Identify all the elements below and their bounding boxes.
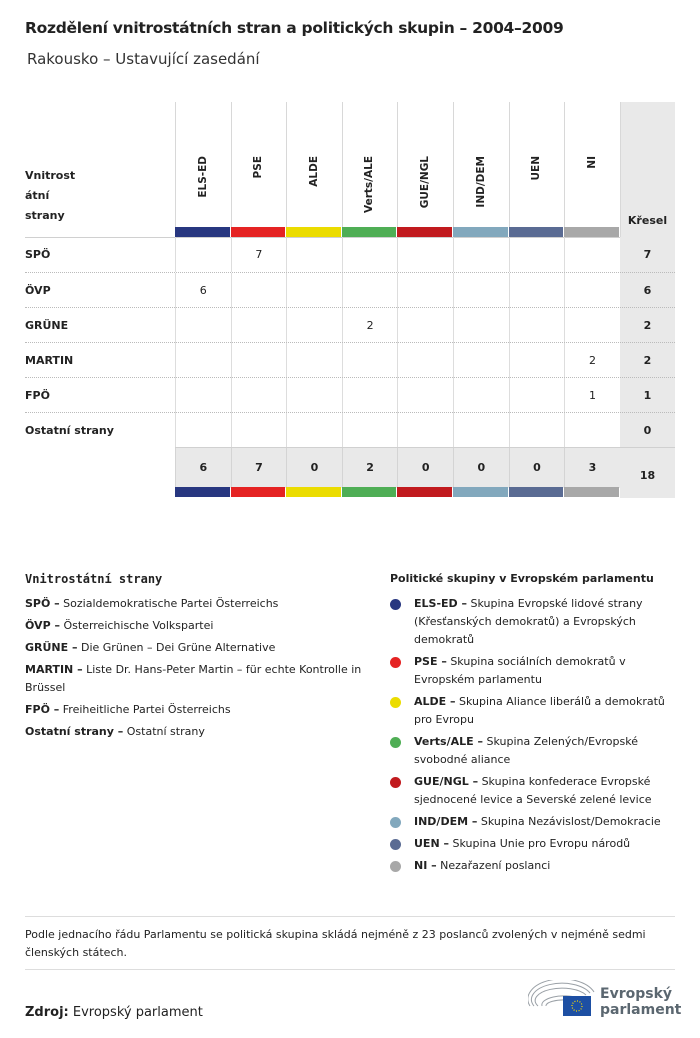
seat-cell: [453, 308, 509, 343]
party-abbr: FPÖ –: [25, 703, 60, 716]
group-color-dot-icon: [390, 817, 401, 828]
table-row: [25, 342, 675, 377]
column-divider: [620, 102, 621, 237]
group-color-dot-icon: [390, 697, 401, 708]
row-total: 2: [643, 319, 652, 332]
seat-cell: [453, 413, 509, 448]
group-header-label: Verts/ALE: [363, 156, 376, 213]
seat-cell: [342, 413, 398, 448]
source-label: Zdroj:: [25, 1005, 69, 1020]
seat-cell: 6: [175, 273, 231, 308]
group-abbr: Verts/ALE –: [414, 735, 483, 748]
groups-legend-title: Politické skupiny v Evropském parlamentu: [390, 572, 654, 585]
seat-cell: [509, 308, 565, 343]
group-header: [342, 102, 397, 227]
seat-cell: [231, 413, 287, 448]
group-full-name: Skupina Evropské lidové strany (Křesťanských demokratů) a Evropských demokratů: [414, 597, 643, 646]
party-full-name: Sozialdemokratische Partei Österreichs: [63, 597, 279, 610]
group-abbr: GUE/NGL –: [414, 775, 479, 788]
party-legend-item: [25, 639, 365, 657]
party-abbr: GRÜNE –: [25, 641, 78, 654]
group-header-label: IND/DEM: [474, 156, 487, 208]
seat-cell: [453, 237, 509, 272]
party-full-name: Ostatní strany: [126, 725, 205, 738]
groups-legend: [390, 572, 680, 879]
seat-cell: [175, 378, 231, 413]
seat-cell: [342, 237, 398, 272]
seats-header: Křesel: [627, 214, 668, 227]
group-legend-item: [390, 653, 680, 689]
row-total: 6: [643, 284, 652, 297]
group-total: 0: [286, 448, 342, 488]
seat-cell: [397, 273, 453, 308]
seat-cell: [231, 343, 287, 378]
seat-cell: [175, 237, 231, 272]
logo-text: Evropský: [600, 986, 673, 1002]
seat-cell: 2: [564, 343, 620, 378]
group-header: [175, 102, 230, 227]
group-color-dot-icon: [390, 777, 401, 788]
group-abbr: NI –: [414, 859, 437, 872]
party-legend-item: [25, 723, 365, 741]
group-full-name: Skupina Aliance liberálů a demokratů pro Evropu: [414, 695, 665, 726]
group-full-name: Skupina Unie pro Evropu národů: [452, 837, 631, 850]
group-full-name: Skupina konfederace Evropské sjednocené levice a Severské zelené levice: [414, 775, 652, 806]
grand-total: 18: [639, 469, 656, 482]
group-color-bar: [231, 227, 286, 237]
group-abbr: ALDE –: [414, 695, 456, 708]
totals-row: [175, 447, 675, 487]
group-color-dot-icon: [390, 861, 401, 872]
group-color-bar: [564, 227, 619, 237]
party-abbr: MARTIN –: [25, 663, 83, 676]
seat-cell: [453, 343, 509, 378]
party-name: FPÖ: [25, 389, 50, 402]
seat-cell: [397, 237, 453, 272]
group-legend-item: [390, 813, 680, 831]
row-total: 7: [643, 248, 652, 261]
group-total: 2: [342, 448, 398, 488]
seat-cell: [453, 378, 509, 413]
seat-cell: [286, 343, 342, 378]
group-total: 0: [509, 448, 565, 488]
group-color-dot-icon: [390, 599, 401, 610]
group-color-dot-icon: [390, 737, 401, 748]
group-header-label: PSE: [252, 156, 265, 179]
group-header-label: UEN: [530, 156, 543, 181]
group-color-bar: [175, 227, 230, 237]
seat-cell: [175, 343, 231, 378]
seat-cell: [509, 237, 565, 272]
party-abbr: Ostatní strany –: [25, 725, 124, 738]
seat-cell: [397, 378, 453, 413]
party-name: GRÜNE: [25, 319, 69, 332]
party-abbr: ÖVP –: [25, 619, 60, 632]
seat-cell: [509, 413, 565, 448]
group-total: 3: [564, 448, 620, 488]
group-color-bar: [453, 227, 508, 237]
divider: [25, 969, 675, 970]
table-row: [25, 377, 675, 412]
row-total: 0: [643, 424, 652, 437]
seat-cell: [231, 378, 287, 413]
seat-cell: [509, 343, 565, 378]
group-header: [286, 102, 341, 227]
group-abbr: ELS-ED –: [414, 597, 467, 610]
party-name: MARTIN: [25, 354, 74, 367]
group-abbr: PSE –: [414, 655, 447, 668]
party-legend-item: [25, 661, 365, 697]
seat-cell: [231, 308, 287, 343]
group-color-bar: [509, 227, 564, 237]
row-header: [25, 166, 75, 226]
logo-text: parlament: [600, 1002, 682, 1018]
party-name: ÖVP: [25, 284, 51, 297]
group-abbr: IND/DEM –: [414, 815, 478, 828]
group-total: 0: [453, 448, 509, 488]
party-full-name: Liste Dr. Hans-Peter Martin – für echte Kontrolle in Brüssel: [25, 663, 362, 694]
party-full-name: Die Grünen – Dei Grüne Alternative: [80, 641, 276, 654]
table-row: [25, 412, 675, 447]
ep-logo: [528, 980, 682, 1020]
party-legend-item: [25, 617, 365, 635]
seat-cell: [231, 273, 287, 308]
footnote: Podle jednacího řádu Parlamentu se politická skupina skládá nejméně z 23 poslanců zvolených v nejméně sedmi členských státech.: [25, 928, 646, 959]
group-abbr: UEN –: [414, 837, 449, 850]
table-row: [25, 307, 675, 342]
group-color-dot-icon: [390, 839, 401, 850]
seat-cell: [564, 237, 620, 272]
group-header-label: ELS-ED: [196, 156, 209, 198]
row-total: 1: [643, 389, 652, 402]
seat-cell: [509, 273, 565, 308]
row-header-line: átní: [25, 189, 50, 202]
group-color-bar: [342, 227, 397, 237]
group-legend-item: [390, 835, 680, 853]
group-header: [231, 102, 286, 227]
group-legend-item: [390, 773, 680, 809]
seat-cell: [564, 413, 620, 448]
group-total: 0: [397, 448, 453, 488]
group-color-bar: [286, 487, 341, 497]
seat-cell: 7: [231, 237, 287, 272]
page-subtitle: Rakousko – Ustavující zasedání: [27, 50, 260, 68]
group-header: [509, 102, 564, 227]
seat-cell: [286, 237, 342, 272]
seat-cell: [564, 273, 620, 308]
party-legend-item: [25, 701, 365, 719]
seat-cell: [342, 273, 398, 308]
group-color-bar: [231, 487, 286, 497]
group-legend-item: [390, 733, 680, 769]
seat-cell: [397, 413, 453, 448]
group-color-bar: [564, 487, 619, 497]
table-row: [25, 272, 675, 307]
seat-cell: [397, 343, 453, 378]
table-row: [25, 237, 675, 272]
party-name: SPÖ: [25, 248, 51, 261]
seat-cell: [342, 343, 398, 378]
source: [25, 1005, 203, 1020]
seat-cell: [342, 378, 398, 413]
group-color-bar: [342, 487, 397, 497]
seat-cell: [286, 413, 342, 448]
group-color-bar: [397, 487, 452, 497]
seat-cell: [175, 413, 231, 448]
seat-cell: [509, 378, 565, 413]
seat-cell: [175, 308, 231, 343]
party-legend-item: [25, 595, 365, 613]
source-value: Evropský parlament: [72, 1005, 203, 1020]
group-full-name: Skupina sociálních demokratů v Evropském parlamentu: [414, 655, 626, 686]
group-color-bar: [286, 227, 341, 237]
group-full-name: Skupina Zelených/Evropské svobodné aliance: [414, 735, 638, 766]
seat-cell: [564, 308, 620, 343]
seat-cell: [286, 378, 342, 413]
group-full-name: Skupina Nezávislost/Demokracie: [480, 815, 661, 828]
group-color-bar: [453, 487, 508, 497]
party-full-name: Freiheitliche Partei Österreichs: [62, 703, 231, 716]
group-legend-item: [390, 693, 680, 729]
group-legend-item: [390, 857, 680, 875]
row-total: 2: [643, 354, 652, 367]
seat-cell: 1: [564, 378, 620, 413]
group-color-bar: [509, 487, 564, 497]
hemicycle-icon: [528, 980, 598, 1020]
seat-cell: [286, 273, 342, 308]
seat-cell: [397, 308, 453, 343]
seat-cell: [453, 273, 509, 308]
group-header-label: GUE/NGL: [418, 156, 431, 209]
parties-legend-title: Vnitrostátní strany: [25, 572, 163, 586]
row-header-line: strany: [25, 209, 65, 222]
group-header: [564, 102, 619, 227]
group-color-bar: [397, 227, 452, 237]
party-abbr: SPÖ –: [25, 597, 60, 610]
group-total: 6: [175, 448, 231, 488]
seat-cell: [286, 308, 342, 343]
party-name: Ostatní strany: [25, 424, 114, 437]
group-total: 7: [231, 448, 287, 488]
parties-legend: [25, 572, 365, 745]
row-header-line: Vnitrost: [25, 169, 76, 182]
group-header-label: NI: [585, 156, 598, 169]
group-color-bar: [175, 487, 230, 497]
group-color-dot-icon: [390, 657, 401, 668]
divider: [25, 916, 675, 917]
seat-cell: 2: [342, 308, 398, 343]
group-header: [453, 102, 508, 227]
group-header: [397, 102, 452, 227]
group-legend-item: [390, 595, 680, 649]
party-full-name: Österreichische Volkspartei: [63, 619, 214, 632]
page-title: Rozdělení vnitrostátních stran a politických skupin – 2004–2009: [25, 19, 564, 37]
group-full-name: Nezařazení poslanci: [440, 859, 551, 872]
group-header-label: ALDE: [307, 156, 320, 187]
